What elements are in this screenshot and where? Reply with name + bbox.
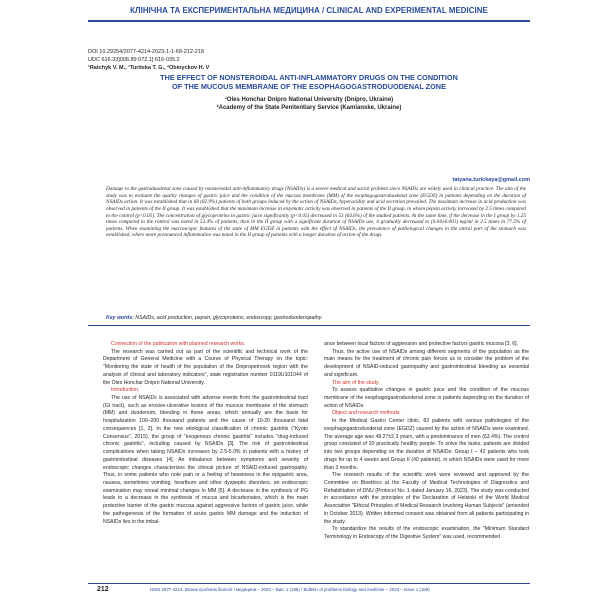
footer-rule xyxy=(88,583,530,584)
paragraph: The research was carried out as part of the scientific and technical work of the Department of General Medicine with a Course of Physical Therapy on the topic: "Monitoring the state of health of the population of the Dnipropetrovsk region with the analysis of clinical and laboratory indicators", state registration number 0119U101044 of the Oles Honchar Dnipro National University. xyxy=(103,348,308,386)
paragraph: Thus, the active use of NSAIDs among different segments of the population as the main means for the treatment of chronic pain forces us to consider the problem of the development of NSAID-induced gastropathy and gastrointestinal bleeding as essential and significant. xyxy=(324,348,529,378)
abstract: Damage to the gastroduodenal zone caused by nonsteroidal anti-inflammatory drugs (NSAIDs) is a severe medical and social problem since NSAIDs are widely used in clinical practice. The aim of the study was to evaluate the quality changes of gastric juice and the condition of the mucous membrane (MM) of the esophagogastroduodenal zone (EGDZ) in patients depending on the duration of NSAIDs action. It was established that in 68 (82.9%) patients of both groups induced by the action of NSAIDs, hyperacidity and acid secretion prevailed. The maximum increase in acid production was observed in patients of the II group. It was established that the maximum increase in enzymatic activity was observed in patients of the II group, in whom pepsin activity increased by 2.5 times compared to the control (p<0.05). The concentration of glycoproteins in gastric juice significantly (p<0.05) decreased in 53 (64.6%) of the studied patients. At the same time, if the decrease in the I group by 1.25 times compared to the control was noted in 52.4% of patients, then in the II group with a significant duration of NSAIDs use, it gradually decreased to (0.04±0.001) mg/ml in 2.5 times in 77.5% of patients. When examining the macroscopic features of the state of MM EGDZ in patients with the effect of NSAIDs, the prevalence of pathological changes in the antral part of the stomach was established, where more pronounced inflammation was noted in the II group of patients with a longer duration of action of the drugs. xyxy=(106,186,526,239)
author-email[interactable]: tatyana.turickaya@gmail.com xyxy=(452,177,530,183)
section-heading-aim: The aim of the study. xyxy=(332,379,380,386)
keywords-text: NSAIDs, acid production, pepsin, glycoproteins, endoscopy, gastroduodenopathy. xyxy=(135,315,323,321)
paragraph: The use of NSAIDs is associated with adverse events from the gastrointestinal tract (GI tract), such as erosive-ulcerative lesions of the mucous membrane of the stomach (MM) and duodenum, bleeding in these areas, which annually are the basis for hospitalization 100–200 thousand patients and the cause of 10-20 thousand fatal consequences [1, 2]. In the new etiological classification of chronic gastritis ("Kyoto Consensus", 2015), the group of "exogenous chronic gastritis" includes "drug-induced chronic gastritis", including caused by NSAIDs [3]. The risk of gastrointestinal complications when taking NSAIDs increases by 2.5-5.0% in patients with a history of gastrointestinal diseases [4]. An imbalance between symptoms and severity of endoscopic changes characterizes the clinical picture of NSAID-induced gastropathy. Thus, in some patients who note pain or a feeling of heaviness in the epigastric area, nausea, sometimes vomiting, heartburn and other dyspeptic disorders, an endoscopic examination may reveal minimal changes in MM [5]. A decrease in the synthesis of PG leads to a decrease in the synthesis of mucus and bicarbonates, which is the main protective barrier of the gastric mucosa against aggressive factors of gastric juice, while the pathogenesis of the formation of acute gastric MM damage and the induction of NSAIDs lies in the imbal- xyxy=(103,395,308,525)
header-rule xyxy=(88,20,530,22)
authors: ¹Ratchyk V. M., ¹Turitska T. G., ²Obinyckov H. V xyxy=(88,65,210,71)
abstract-divider xyxy=(88,325,530,326)
journal-header xyxy=(88,6,530,34)
keywords-label: Key words: xyxy=(106,315,134,321)
affiliation-1: ¹Oles Honchar Dnipro National University (Dnipro, Ukraine) xyxy=(224,97,394,103)
body-left-column xyxy=(103,341,308,526)
body-right-column xyxy=(324,341,529,542)
paragraph: To assess qualitative changes in gastric juice and the condition of the mucous membrane of the esophagogastroduodenal zone in patients depending on the duration of action of NSAIDs. xyxy=(324,387,529,409)
section-heading-introduction: Introduction. xyxy=(111,387,140,394)
page-number: 212 xyxy=(97,586,109,593)
paragraph: To standardize the results of the endoscopic examination, the "Minimum Standard Terminology in Endoscopy of the Digestive System" was used, recommended xyxy=(324,526,529,540)
keywords xyxy=(106,315,526,321)
journal-title: КЛІНІЧНА ТА ЕКСПЕРИМЕНТАЛЬНА МЕДИЦИНА / CLINICAL AND EXPERIMENTAL MEDICINE xyxy=(130,6,488,15)
article-title-line1: THE EFFECT OF NONSTEROIDAL ANTI-INFLAMMATORY DRUGS ON THE CONDITION xyxy=(160,73,458,82)
paragraph: The research results of the scientific work were reviewed and approved by the Committee on Bioethics at the Faculty of Medical Technologies of Diagnostics and Rehabilitation of DNU (Protocol No. 1 dated January 16, 2023). The study was conducted in accordance with the principles of the Declaration of Helsinki of the World Medical Association "Ethical Principles of Medical Research Involving Human Subjects" (amended in October 2013). Written informed consent was obtained from all patients participating in the study. xyxy=(324,472,529,525)
article-title-line2: OF THE MUCOUS MEMBRANE OF THE ESOPHAGOGASTRODUODENAL ZONE xyxy=(172,82,446,91)
udc: UDC 616.33]008.89:072.1]:616-035.2 xyxy=(88,57,180,63)
paragraph: In the Medical Gastro Center clinic, 82 patients with various pathologies of the esophagogastroduodenal zone (EGDZ) caused by the action of NSAIDs were examined. The average age was 48.27±2.3 years, with a predominance of men (63.4%). The control group consisted of 20 practically healthy people. To solve the tasks, patients are divided into two groups depending on the duration of NSAIDs: Group I – 42 patients who took drugs for up to 4 weeks and Group II (40 patients), in which NSAIDs were used for more than 3 months. xyxy=(324,418,529,471)
section-heading-connection: Connection of the publication with planned research works. xyxy=(111,341,246,347)
affiliation-2: ²Academy of the State Penitentiary Service (Kamianske, Ukraine) xyxy=(216,105,402,111)
doi: DOI 10.29254/2077-4214-2023-1-1-68-212-218 xyxy=(88,49,204,55)
paragraph: ance between local factors of aggression and protective factors gastric mucosa [3, 6]. xyxy=(324,341,519,347)
section-heading-methods: Object and research methods. xyxy=(332,410,401,417)
footer-journal-citation: ISSN 2077-4214. Вісник проблем біології і медицини – 2023 – Вип. 1 (168) / Bulletin of problems biology and medicine – 2023 – Issue 1 (168) xyxy=(150,587,430,592)
